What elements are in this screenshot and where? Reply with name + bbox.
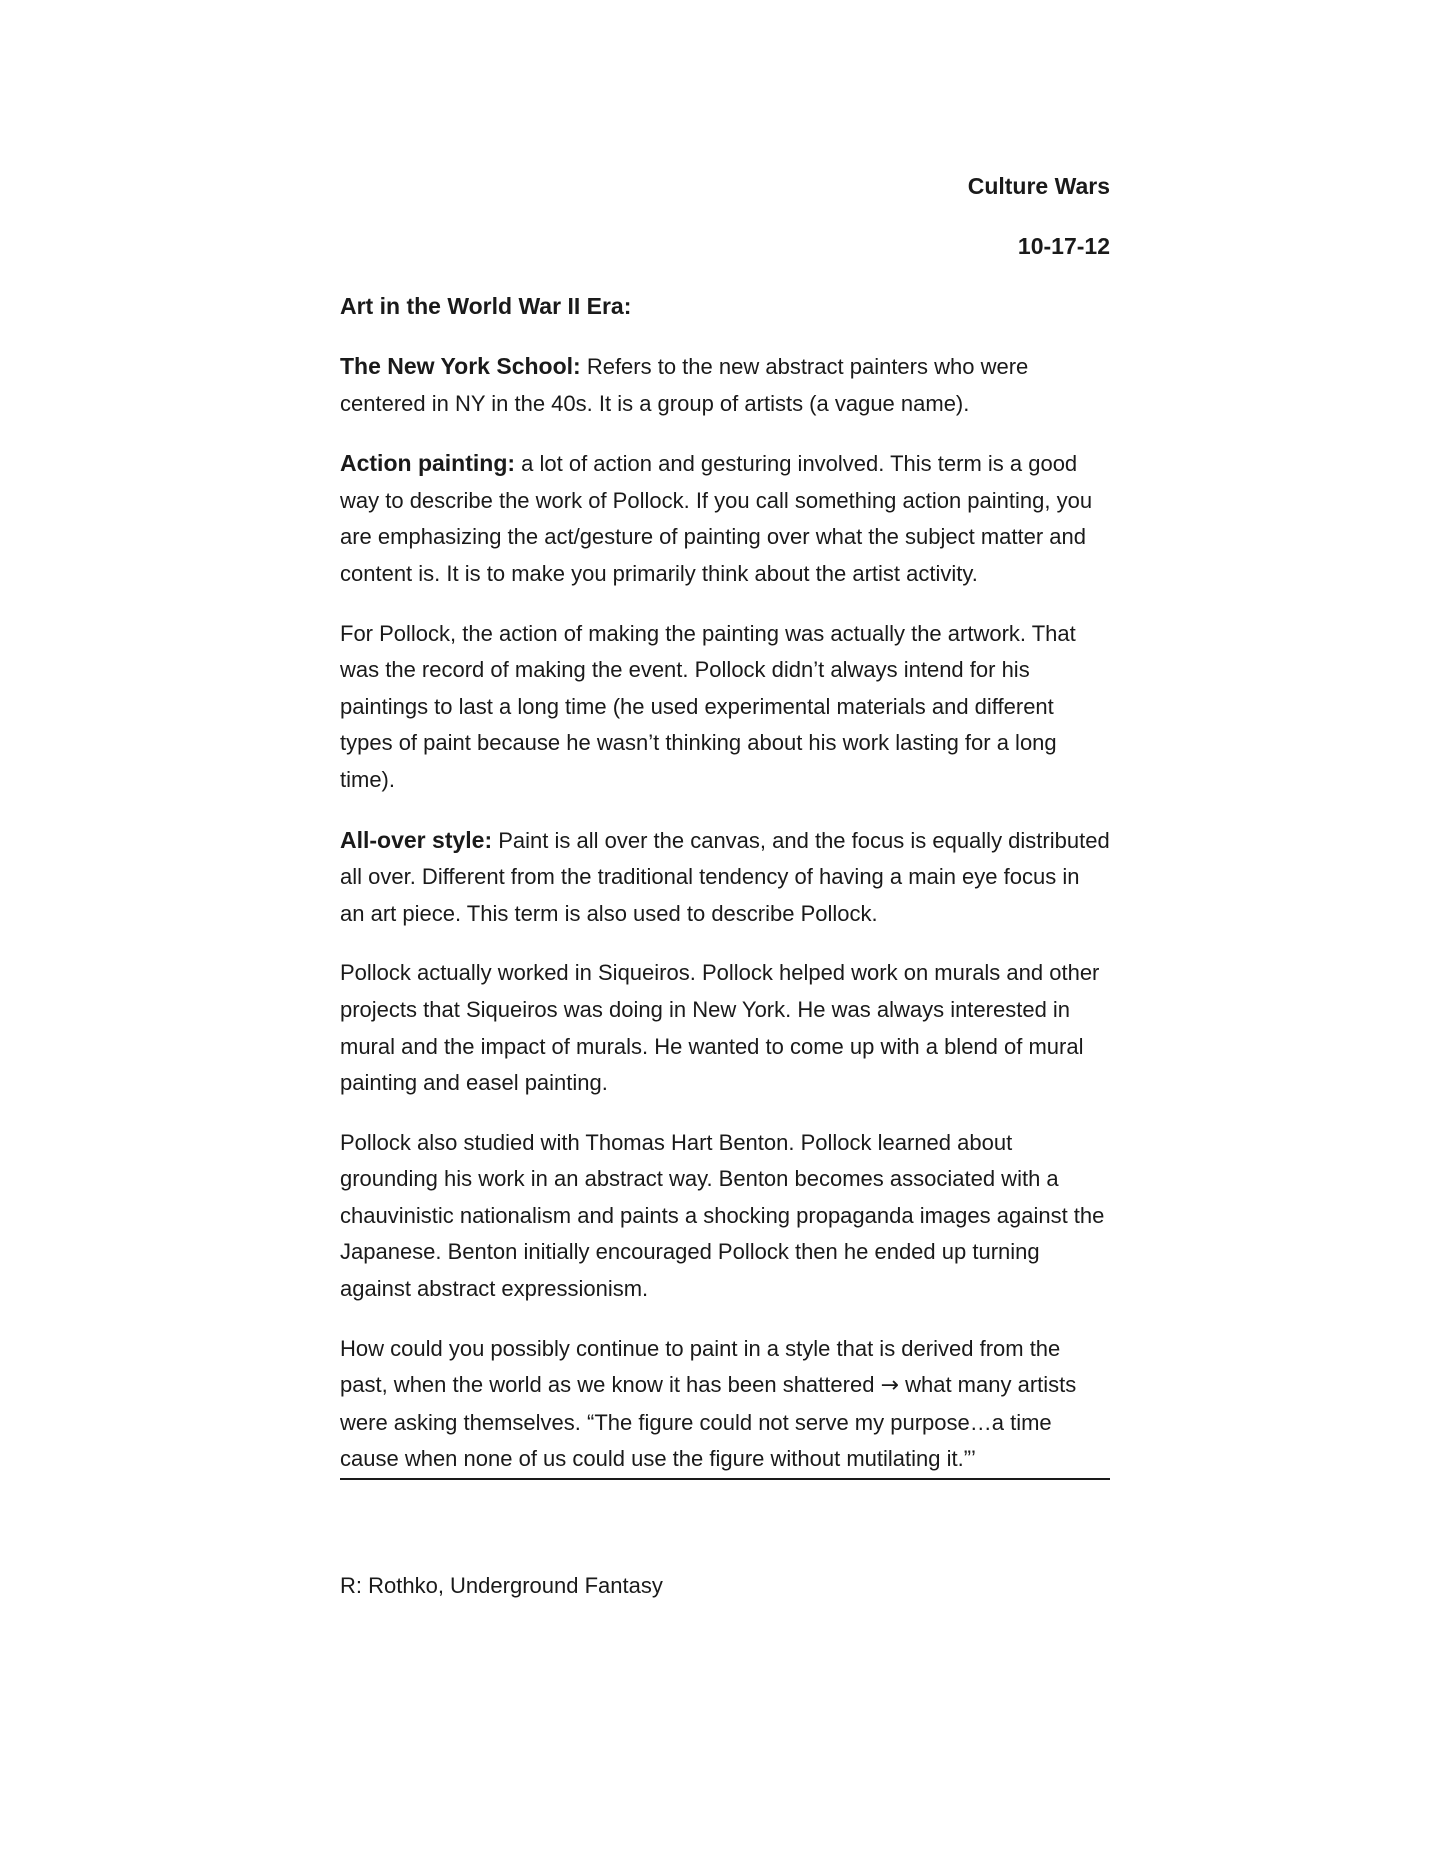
paragraph-siqueiros: [340, 955, 1110, 1101]
paragraph-pollock-action: [340, 616, 1110, 799]
paragraph-text: a lot of action and gesturing involved. This term is a good way to describe the work of Pollock. If you call something action painting, you are emphasizing the act/gesture of painting over what the subject matter and content is. It is to make you primarily think about the artist activity.: [340, 451, 1093, 586]
section-heading: Art in the World War II Era:: [340, 293, 632, 319]
paragraph-text: Paint is all over the canvas, and the focus is equally distributed all over. Different from the traditional tendency of having a main eye focus in an art piece. This term is also used to describe Pollock.: [340, 827, 1110, 926]
paragraph-text: Refers to the new abstract painters who were centered in NY in the 40s. It is a group of artists (a vague name).: [340, 354, 1029, 416]
paragraph-text: Pollock also studied with Thomas Hart Benton. Pollock learned about grounding his work in an abstract way. Benton becomes associated with a chauvinistic nationalism and paints a shocking propaganda images against the Japanese. Benton initially encouraged Pollock then he ended up turning against abstract expressionism.: [340, 1129, 1105, 1302]
term-label: All-over style:: [340, 826, 493, 853]
paragraph-new-york-school: [340, 348, 1110, 422]
paragraph-text: How could you possibly continue to paint in a style that is derived from the past, when the world as we know it has been shattered: [340, 1335, 1061, 1398]
reference-note: R: Rothko, Underground Fantasy: [340, 1573, 663, 1599]
horizontal-rule: [340, 1478, 1110, 1480]
document-page: [340, 168, 1110, 1604]
paragraph-figure-question: [340, 1331, 1110, 1478]
document-date: 10-17-12: [1017, 233, 1110, 259]
paragraph-benton: [340, 1125, 1110, 1308]
course-title: Culture Wars: [967, 173, 1110, 199]
paragraph-all-over-style: [340, 822, 1110, 933]
paragraph-text: For Pollock, the action of making the painting was actually the artwork. That was the record of making the event. Pollock didn’t always intend for his paintings to last a long time (he used experimental materials and different types of paint because he wasn’t thinking about his work lasting for a long time).: [340, 620, 1076, 792]
paragraph-text: Pollock actually worked in Siqueiros. Pollock helped work on murals and other projects that Siqueiros was doing in New York. He was always interested in mural and the impact of murals. He wanted to come up with a blend of mural painting and easel painting.: [340, 960, 1100, 1096]
term-label: Action painting:: [340, 450, 516, 477]
paragraph-action-painting: [340, 445, 1110, 592]
term-label: The New York School:: [340, 353, 581, 379]
right-arrow-icon: →: [880, 1373, 899, 1399]
paragraph-text: what many artists were asking themselves. “The figure could not serve my purpose…a time cause when none of us could use the figure without mutilating it.”’: [340, 1372, 1077, 1472]
